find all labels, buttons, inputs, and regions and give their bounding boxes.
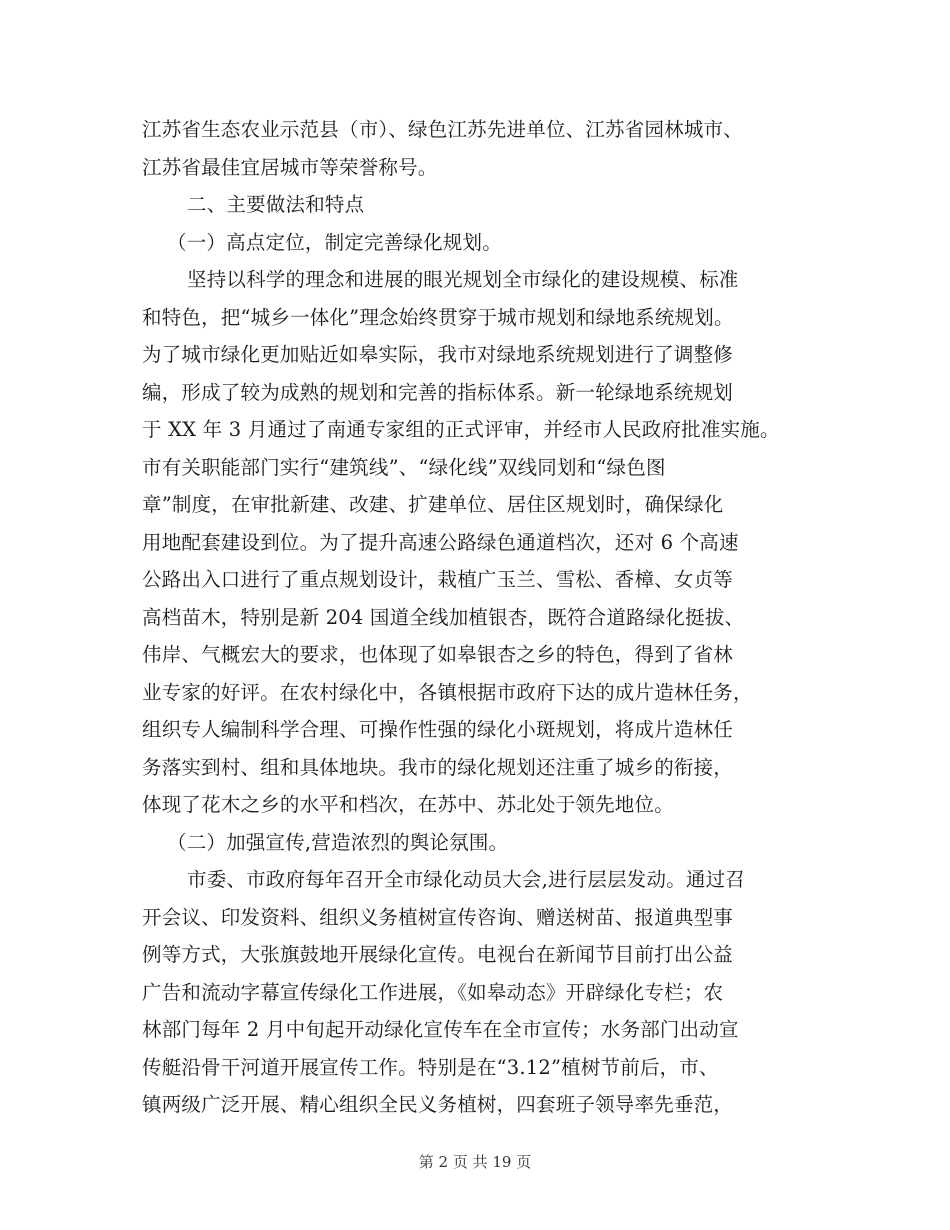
text-line: 林部门每年 2 月中旬起开动绿化宣传车在全市宣传；水务部门出动宣: [142, 1018, 739, 1041]
text-line: 于 XX 年 3 月通过了南通专家组的正式评审，并经市人民政府批准实施。: [142, 418, 780, 441]
text-line: 体现了花木之乡的水平和档次，在苏中、苏北处于领先地位。: [142, 793, 674, 816]
paragraph-start: 坚持以科学的理念和进展的眼光规划全市绿化的建设规模、标准: [187, 268, 739, 291]
text-line: 用地配套建设到位。为了提升高速公路绿色通道档次，还对 6 个高速: [142, 530, 739, 554]
text-line: 伟岸、气概宏大的要求，也体现了如皋银杏之乡的特色，得到了省林: [142, 643, 734, 666]
text-line: 业专家的好评。在农村绿化中，各镇根据市政府下达的成片造林任务，: [142, 680, 753, 704]
document-body: [142, 111, 822, 1124]
text-line: 镇两级广泛开展、精心组织全民义务植树，四套班子领导率先垂范，: [142, 1093, 734, 1116]
text-line: 务落实到村、组和具体地块。我市的绿化规划还注重了城乡的衔接，: [142, 755, 734, 779]
text-line: 编，形成了较为成熟的规划和完善的指标体系。新一轮绿地系统规划: [142, 380, 734, 404]
text-line: 和特色，把“城乡一体化”理念始终贯穿于城市规划和绿地系统规划。: [142, 305, 734, 329]
text-line: 开会议、印发资料、组织义务植树宣传咨询、赠送树苗、报道典型事: [142, 905, 734, 929]
paragraph-start: 市委、市政府每年召开全市绿化动员大会,进行层层发动。通过召: [187, 868, 745, 891]
subsection-heading: （二）加强宣传,营造浓烈的舆论氛围。: [167, 830, 509, 854]
text-line: 江苏省最佳宜居城市等荣誉称号。: [142, 155, 438, 179]
subsection-heading: （一）高点定位，制定完善绿化规划。: [167, 230, 502, 254]
section-heading: 二、主要做法和特点: [187, 193, 365, 216]
text-line: 传艇沿骨干河道开展宣传工作。特别是在“3.12”植树节前后，市、: [142, 1055, 719, 1079]
text-line: 高档苗木，特别是新 204 国道全线加植银杏，既符合道路绿化挺拔、: [142, 605, 745, 629]
text-line: 例等方式，大张旗鼓地开展绿化宣传。电视台在新闻节目前打出公益: [142, 943, 734, 966]
text-line: 组织专人编制科学合理、可操作性强的绿化小斑规划，将成片造林任: [142, 718, 734, 741]
text-line: 江苏省生态农业示范县（市）、绿色江苏先进单位、江苏省园林城市、: [142, 118, 743, 141]
text-line: 广告和流动字幕宣传绿化工作进展，《如皋动态》开辟绿化专栏；农: [142, 980, 724, 1004]
text-line: 章”制度，在审批新建、改建、扩建单位、居住区规划时，确保绿化: [142, 493, 724, 516]
text-line: 市有关职能部门实行“建筑线”、“绿化线”双线同划和“绿色图: [142, 455, 666, 479]
page-number-footer: 第 2 页 共 19 页: [418, 1153, 532, 1171]
text-line: 为了城市绿化更加贴近如皋实际，我市对绿地系统规划进行了调整修: [142, 343, 734, 366]
text-line: 公路出入口进行了重点规划设计，栽植广玉兰、雪松、香樟、女贞等: [142, 568, 734, 591]
